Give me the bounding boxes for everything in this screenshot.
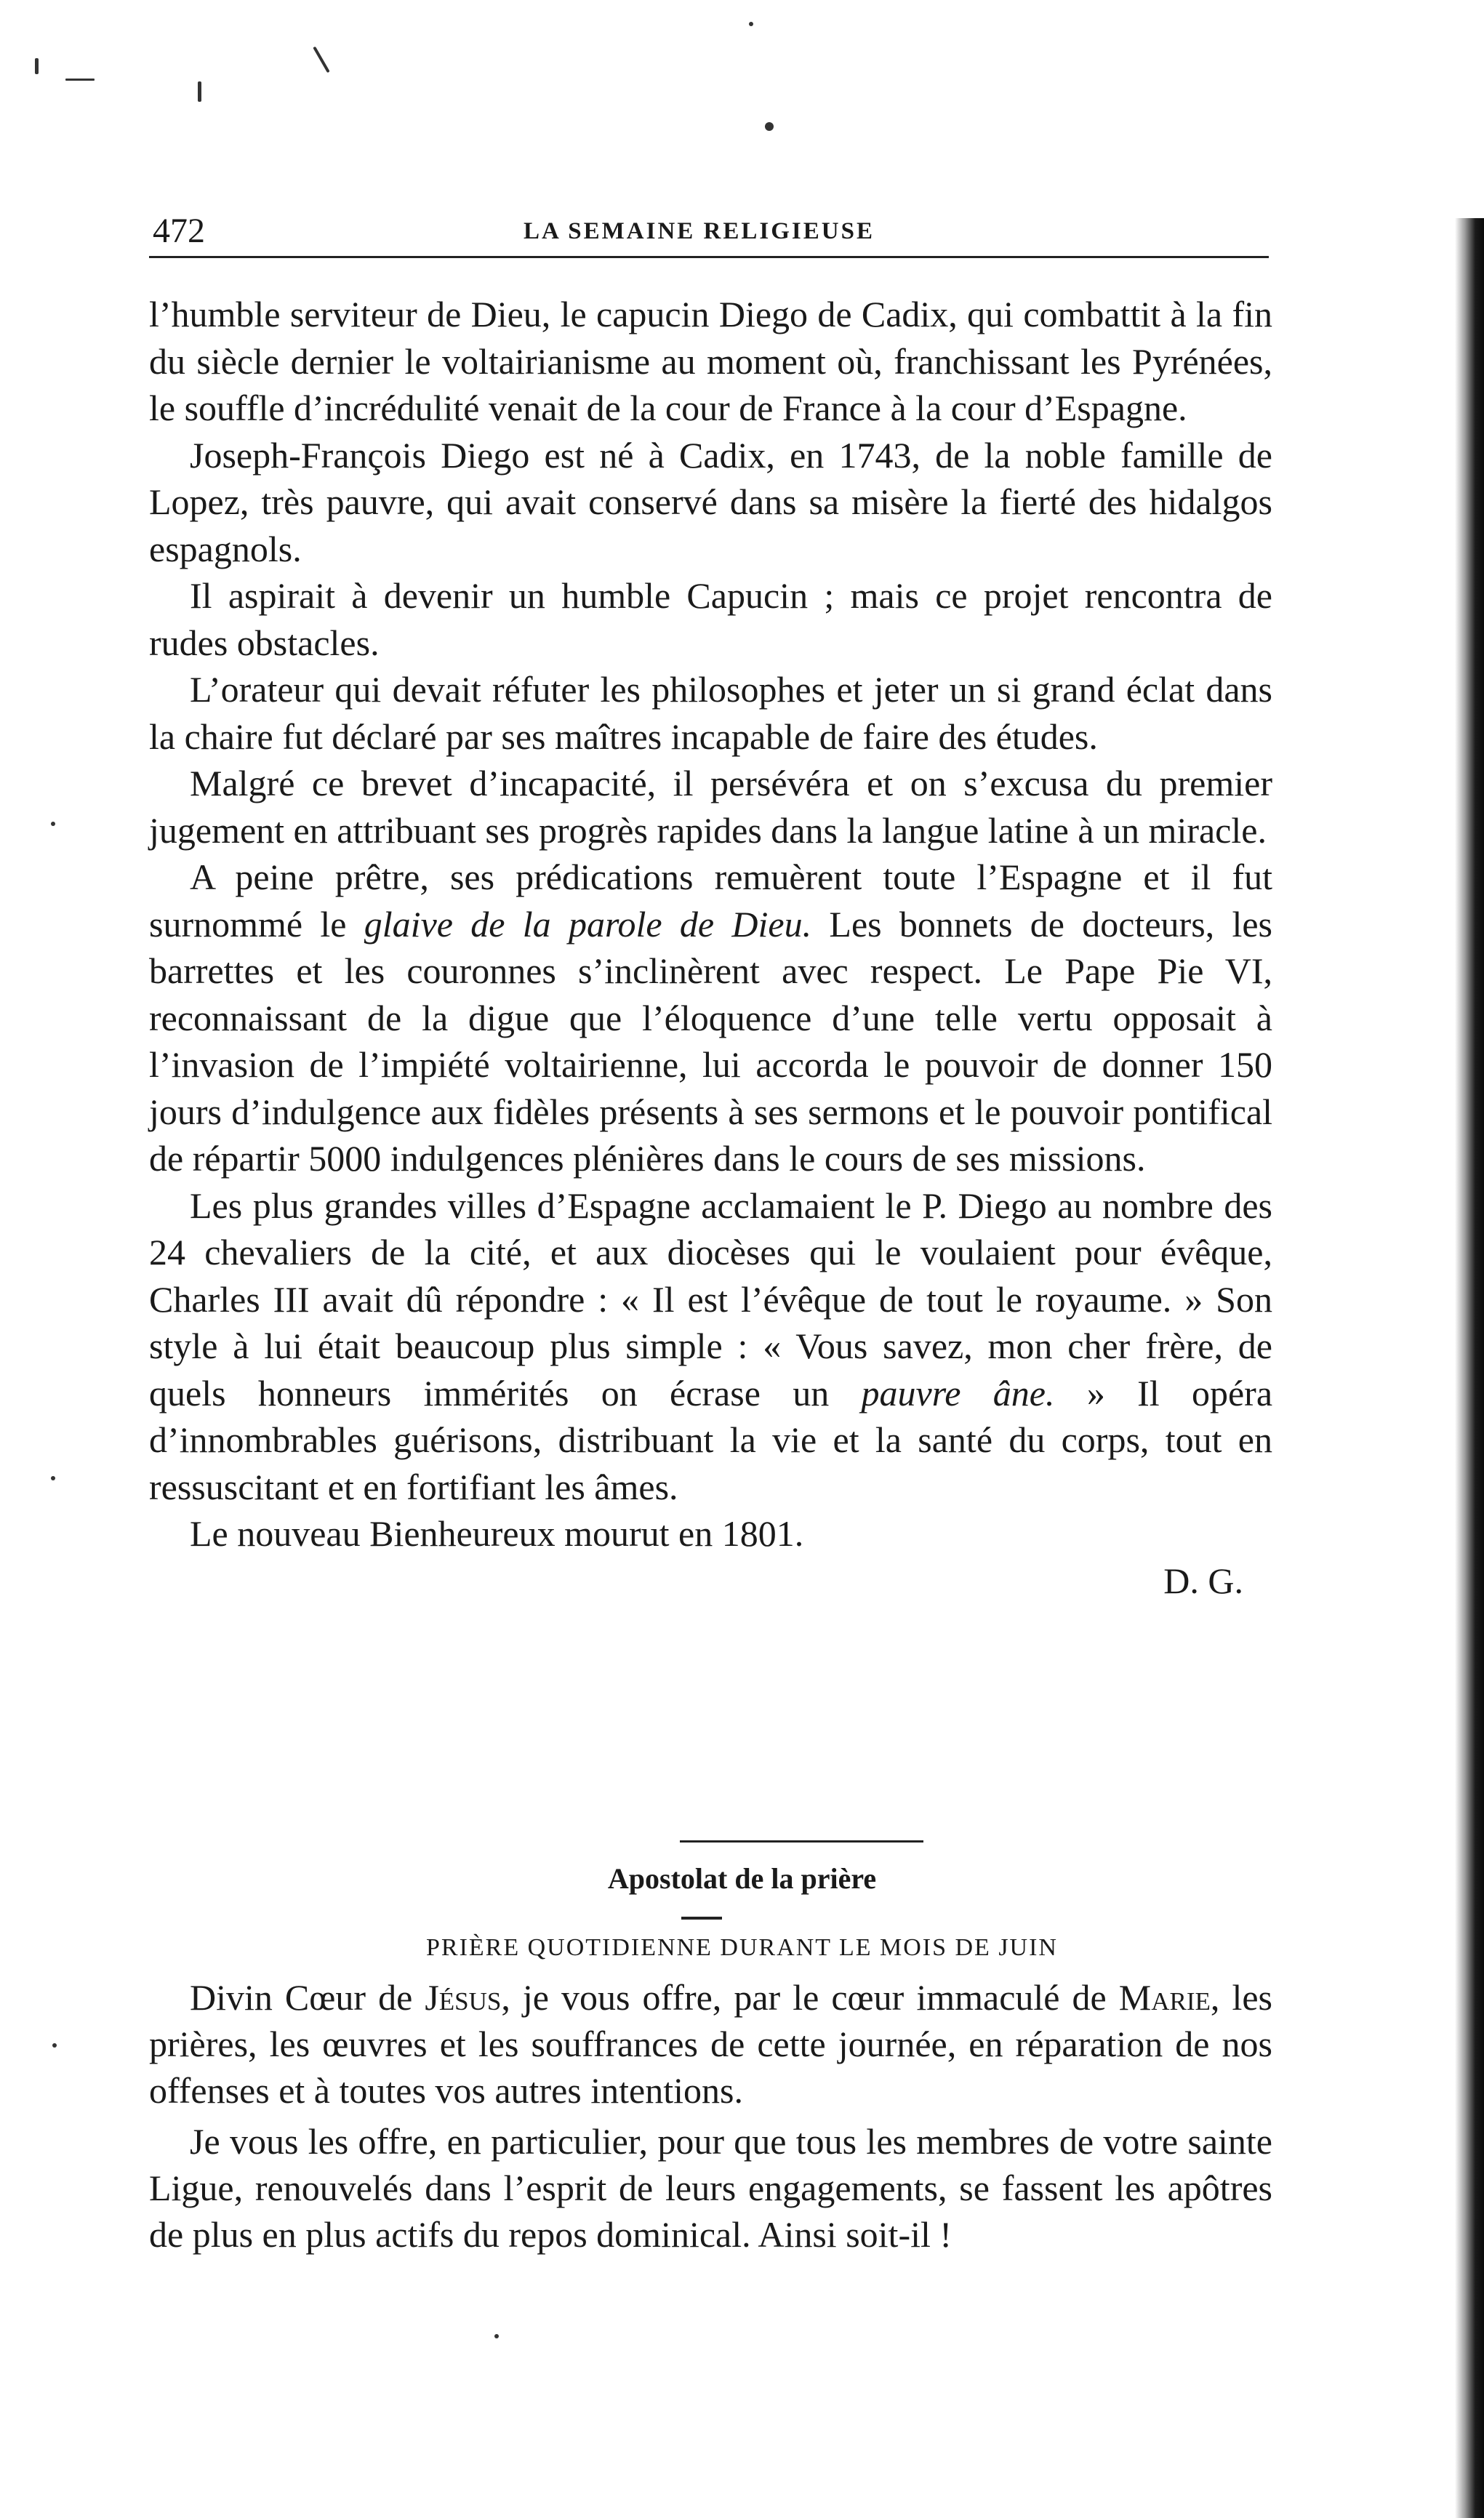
section-divider-rule — [680, 1840, 923, 1843]
prayer-1-jesus: Jésus — [425, 1977, 502, 2018]
prayer-body — [149, 1974, 1272, 2262]
prayer-1-text-a: Divin Cœur de — [190, 1977, 425, 2018]
scan-speck — [51, 822, 55, 826]
scan-speck — [35, 58, 39, 74]
paragraph-6-text-a: A peine prêtre, ses prédications remuèrent toute l’Espagne et il fut surnommé le — [149, 857, 1272, 945]
paragraph-4: L’orateur qui devait réfuter les philosophes et jeter un si grand éclat dans la chaire fut déclaré par ses maîtres incapable de faire des études. — [149, 669, 1272, 757]
paragraph-8: Le nouveau Bienheureux mourut en 1801. — [190, 1513, 804, 1554]
paragraph-6-italic: glaive de la parole de Dieu. — [364, 903, 812, 945]
signature: D. G. — [1163, 1560, 1243, 1601]
prayer-paragraph-1 — [149, 1974, 1272, 2114]
paragraph-6 — [149, 854, 1272, 1182]
article-body — [149, 291, 1272, 1604]
page-header — [145, 211, 1272, 254]
scan-speck — [65, 79, 95, 81]
paragraph-1: l’humble serviteur de Dieu, le capucin Diego de Cadix, qui combattit à la fin du siècle dernier le voltairianisme au moment où, franchissant les Pyrénées, le souffle d’incrédulité venait de la cour de France à la cour d’Espagne. — [149, 294, 1272, 428]
running-title: LA SEMAINE RELIGIEUSE — [524, 218, 875, 244]
paragraph-5: Malgré ce brevet d’incapacité, il persévéra et on s’excusa du premier jugement en attribuant ses progrès rapides dans la langue latine à un miracle. — [149, 763, 1272, 851]
paragraph-7 — [149, 1182, 1272, 1511]
section-title: Apostolat de la prière — [607, 1862, 877, 1895]
scan-speck — [494, 2334, 499, 2338]
scan-speck — [765, 122, 774, 131]
paragraph-3: Il aspirait à devenir un humble Capucin ; mais ce projet rencontra de rudes obstacles. — [149, 575, 1272, 663]
scan-speck — [198, 81, 201, 102]
prayer-1-text-b: , je vous offre, par le cœur immaculé de — [501, 1977, 1119, 2018]
paragraph-7-italic: pauvre âne. — [861, 1372, 1055, 1414]
prayer-paragraph-2: Je vous les offre, en particulier, pour que tous les membres de votre sainte Ligue, renouvelés dans l’esprit de leurs engagements, se fassent les apôtres de plus en plus actifs du repos dominical. Ainsi soit-il ! — [149, 2121, 1272, 2255]
title-dash — [681, 1917, 722, 1920]
scan-speck — [313, 47, 329, 73]
scan-speck — [749, 22, 753, 26]
page-number: 472 — [153, 212, 205, 250]
binding-edge — [1455, 218, 1484, 2518]
signature-row — [149, 1557, 1272, 1605]
scan-speck — [51, 1476, 55, 1480]
prayer-1-marie: Marie — [1118, 1977, 1211, 2018]
header-rule — [149, 256, 1269, 258]
paragraph-7-text-a: Les plus grandes villes d’Espagne acclamaient le P. Diego au nombre des 24 chevaliers de la cité, et aux diocèses qui le voulaient pour évêque, Charles III avait dû répondre : « Il est l’évêque de tout le royaume. » Son style à lui était beaucoup plus simple : « Vous savez, mon cher frère, de quels honneurs immérités on écrase un — [149, 1184, 1272, 1414]
paragraph-2: Joseph-François Diego est né à Cadix, en 1743, de la noble famille de Lopez, très pauvre, qui avait conservé dans sa misère la fierté des hidalgos espagnols. — [149, 434, 1272, 569]
section-subtitle: PRIÈRE QUOTIDIENNE DURANT LE MOIS DE JUIN — [426, 1934, 1058, 1961]
prayer-1-text-c: , les prières, les œuvres et les souffrances de cette journée, en réparation de nos offenses et à toutes vos autres intentions. — [149, 1977, 1272, 2111]
paragraph-6-text-b: Les bonnets de docteurs, les barrettes et les couronnes s’inclinèrent avec respect. Le Pape Pie VI, reconnaissant de la digue que l’éloquence d’une telle vertu opposait à l’invasion de l’impiété voltairienne, lui accorda le pouvoir de donner 150 jours d’indulgence aux fidèles présents à ses sermons et le pouvoir pontifical de répartir 5000 indulgences plénières dans le cours de ses missions. — [149, 903, 1272, 1179]
paragraph-7-text-b: » Il opéra d’innombrables guérisons, distribuant la vie et la santé du corps, tout en ressuscitant et en fortifiant les âmes. — [149, 1372, 1273, 1507]
scan-speck — [52, 2043, 57, 2048]
